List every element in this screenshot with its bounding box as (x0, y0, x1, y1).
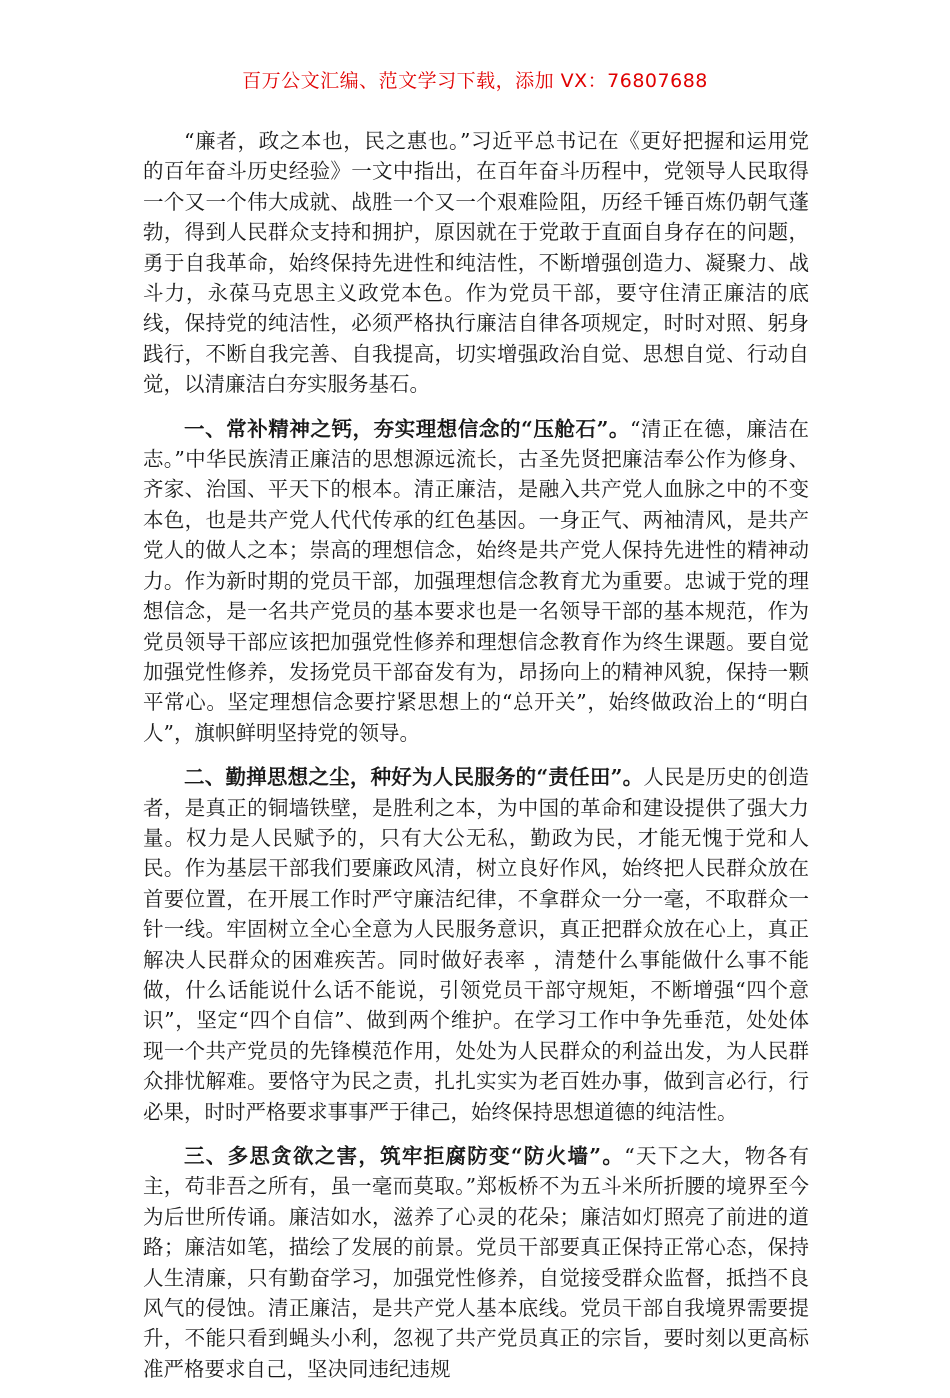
document-body (143, 126, 809, 1398)
paragraph-text: 人民是历史的创造者，是真正的铜墙铁壁，是胜利之本，为中国的革命和建设提供了强大力量。权力是人民赋予的，只有大公无私，勤政为民，才能无愧于党和人民。作为基层干部我们要廉政风清，树立良好作风，始终把人民群众放在首要位置，在开展工作时严守廉洁纪律，不拿群众一分一毫，不取群众一针一线。牢固树立全心全意为人民服务意识，真正把群众放在心上，真正解决人民群众的困难疾苦。同时做好表率 ，清楚什么事能做什么事不能做，什么话能说什么话不能说，引领党员干部守规矩，不断增强“四个意识”，坚定“四个自信”、做到两个维护。在学习工作中争先垂范，处处体现一个共产党员的先锋模范作用，处处为人民群众的利益出发，为人民群众排忧解难。要恪守为民之责，扎扎实实为老百姓办事，做到言必行，行必果，时时严格要求事事严于律己，始终保持思想道德的纯洁性。 (143, 765, 810, 1124)
section-1-paragraph (143, 414, 809, 748)
section-2-paragraph (143, 762, 809, 1127)
section-3-paragraph (143, 1141, 809, 1384)
section-1-heading: 一、常补精神之钙，夯实理想信念的“压舱石”。 (184, 416, 630, 441)
page-header-watermark: 百万公文汇编、范文学习下载，添加 VX：76807688 (242, 70, 708, 92)
paragraph-text: “天下之大，物各有主，苟非吾之所有，虽一毫而莫取。”郑板桥不为五斗米所折腰的境界至今为后世所传诵。廉洁如水，滋养了心灵的花朵；廉洁如灯照亮了前进的道路；廉洁如笔，描绘了发展的前景。党员干部要真正保持正常心态，保持人生清廉，只有勤奋学习，加强党性修养，自觉接受群众监督，抵挡不良风气的侵蚀。清正廉洁，是共产党人基本底线。党员干部自我境界需要提升，不能只看到蝇头小利，忽视了共产党员真正的宗旨，要时刻以更高标准严格要求自己，坚决同违纪违规 (143, 1144, 809, 1381)
section-2-heading: 二、勤掸思想之尘，种好为人民服务的“责任田”。 (184, 765, 644, 790)
section-3-heading: 三、多思贪欲之害，筑牢拒腐防变“防火墙”。 (184, 1144, 625, 1168)
paragraph-text: “清正在德，廉洁在志。”中华民族清正廉洁的思想源远流长，古圣先贤把廉洁奉公作为修身、齐家、治国、平天下的根本。清正廉洁，是融入共产党人血脉之中的不变本色，也是共产党人代代传承的红色基因。一身正气、两袖清风，是共产党人的做人之本；崇高的理想信念，始终是共产党人保持先进性的精神动力。作为新时期的党员干部，加强理想信念教育尤为重要。忠诚于党的理想信念，是一名共产党员的基本要求也是一名领导干部的基本规范，作为党员领导干部应该把加强党性修养和理想信念教育作为终生课题。要自觉加强党性修养，发扬党员干部奋发有为，昂扬向上的精神风貌，保持一颗平常心。坚定理想信念要拧紧思想上的“总开关”，始终做政治上的“明白人”，旗帜鲜明坚持党的领导。 (143, 416, 809, 745)
paragraph-text: “廉者，政之本也，民之惠也。”习近平总书记在《更好把握和运用党的百年奋斗历史经验》一文中指出，在百年奋斗历程中，党领导人民取得一个又一个伟大成就、战胜一个又一个艰难险阻，历经千锤百炼仍朝气蓬勃，得到人民群众支持和拥护，原因就在于党敢于直面自身存在的问题，勇于自我革命，始终保持先进性和纯洁性，不断增强创造力、凝聚力、战斗力，永葆马克思主义政党本色。作为党员干部，要守住清正廉洁的底线，保持党的纯洁性，必须严格执行廉洁自律各项规定，时时对照、躬身践行，不断自我完善、自我提高，切实增强政治自觉、思想自觉、行动自觉，以清廉洁白夯实服务基石。 (143, 129, 809, 397)
intro-paragraph (143, 126, 809, 400)
